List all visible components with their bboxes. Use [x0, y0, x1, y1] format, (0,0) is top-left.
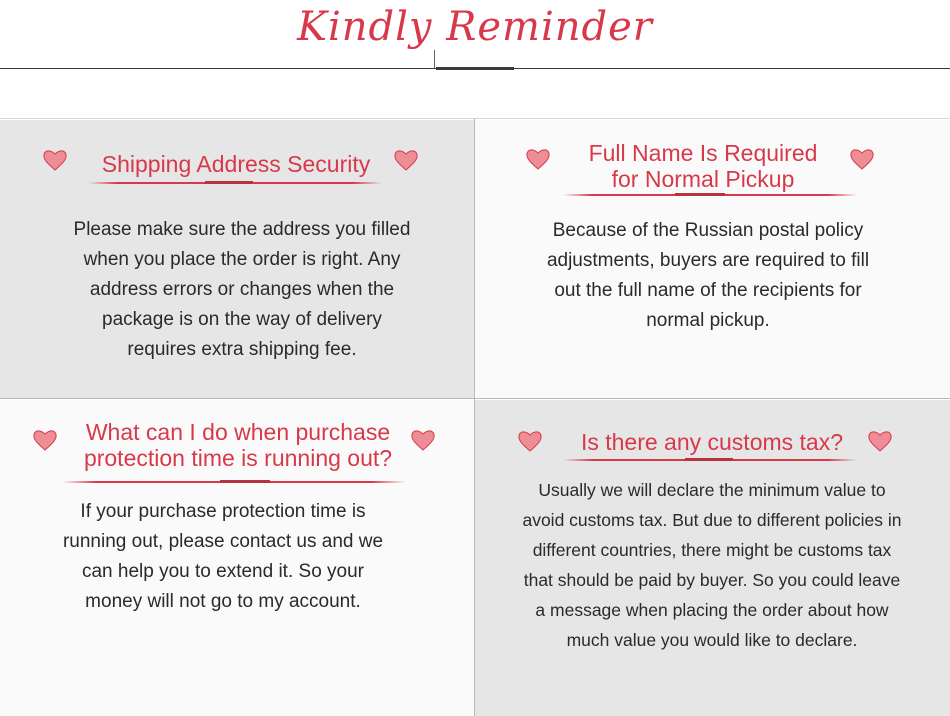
body-line: when you place the order is right. Any: [83, 249, 401, 270]
body-line: money will not go to my account.: [85, 591, 361, 612]
customs-tax-panel: [475, 400, 950, 716]
heading-underline-accent: [220, 480, 270, 483]
header: [0, 0, 950, 118]
body-line: out the full name of the recipients for: [554, 280, 862, 301]
body-line: package is on the way of delivery: [102, 309, 382, 330]
body-line: different countries, there might be customs tax: [532, 540, 892, 560]
body-line: normal pickup.: [646, 310, 770, 331]
header-accent: [436, 67, 514, 70]
shipping-address-panel: [0, 120, 474, 398]
body-line: can help you to extend it. So your: [81, 561, 364, 582]
section-heading: [555, 140, 851, 192]
heading-line: Is there any customs tax?: [580, 429, 844, 455]
page-title: Kindly Reminder: [297, 4, 653, 50]
heading-line: Full Name Is Required: [588, 140, 818, 166]
horizontal-divider: [0, 398, 950, 399]
heading-line: for Normal Pickup: [611, 166, 795, 192]
body-line: avoid customs tax. But due to different policies in: [522, 510, 902, 530]
heading-line: What can I do when purchase: [85, 419, 391, 445]
body-line: Usually we will declare the minimum value to: [538, 480, 886, 500]
heading-line: protection time is running out?: [83, 445, 393, 471]
grid-top-border: [0, 118, 950, 119]
body-line: If your purchase protection time is: [80, 501, 366, 522]
section-body: [25, 215, 459, 365]
heart-icon: [42, 148, 68, 172]
heart-icon: [517, 429, 543, 453]
full-name-panel: [475, 120, 950, 398]
body-line: much value you would like to declare.: [566, 630, 858, 650]
body-line: a message when placing the order about how: [535, 600, 889, 620]
body-line: requires extra shipping fee.: [127, 339, 357, 360]
heart-icon: [32, 428, 58, 452]
body-line: that should be paid by buyer. So you could leave: [523, 570, 901, 590]
heart-icon: [525, 147, 551, 171]
body-line: Please make sure the address you filled: [73, 219, 411, 240]
heading-underline-accent: [675, 193, 725, 196]
body-line: Because of the Russian postal policy: [552, 220, 864, 241]
heading-underline-accent: [205, 181, 253, 184]
body-line: running out, please contact us and we: [62, 531, 384, 552]
protection-time-panel: [0, 400, 474, 716]
section-heading: [545, 429, 879, 455]
heart-icon: [849, 147, 875, 171]
header-tick: [434, 50, 435, 68]
vertical-divider: [474, 118, 475, 716]
body-line: address errors or changes when the: [89, 279, 395, 300]
heading-line: Shipping Address Security: [101, 151, 371, 177]
section-body: [0, 497, 446, 617]
section-heading: [70, 151, 402, 177]
section-body: [480, 475, 944, 655]
section-heading: [62, 419, 414, 471]
heading-underline-accent: [685, 458, 733, 461]
section-body: [485, 216, 931, 336]
body-line: adjustments, buyers are required to fill: [546, 250, 870, 271]
